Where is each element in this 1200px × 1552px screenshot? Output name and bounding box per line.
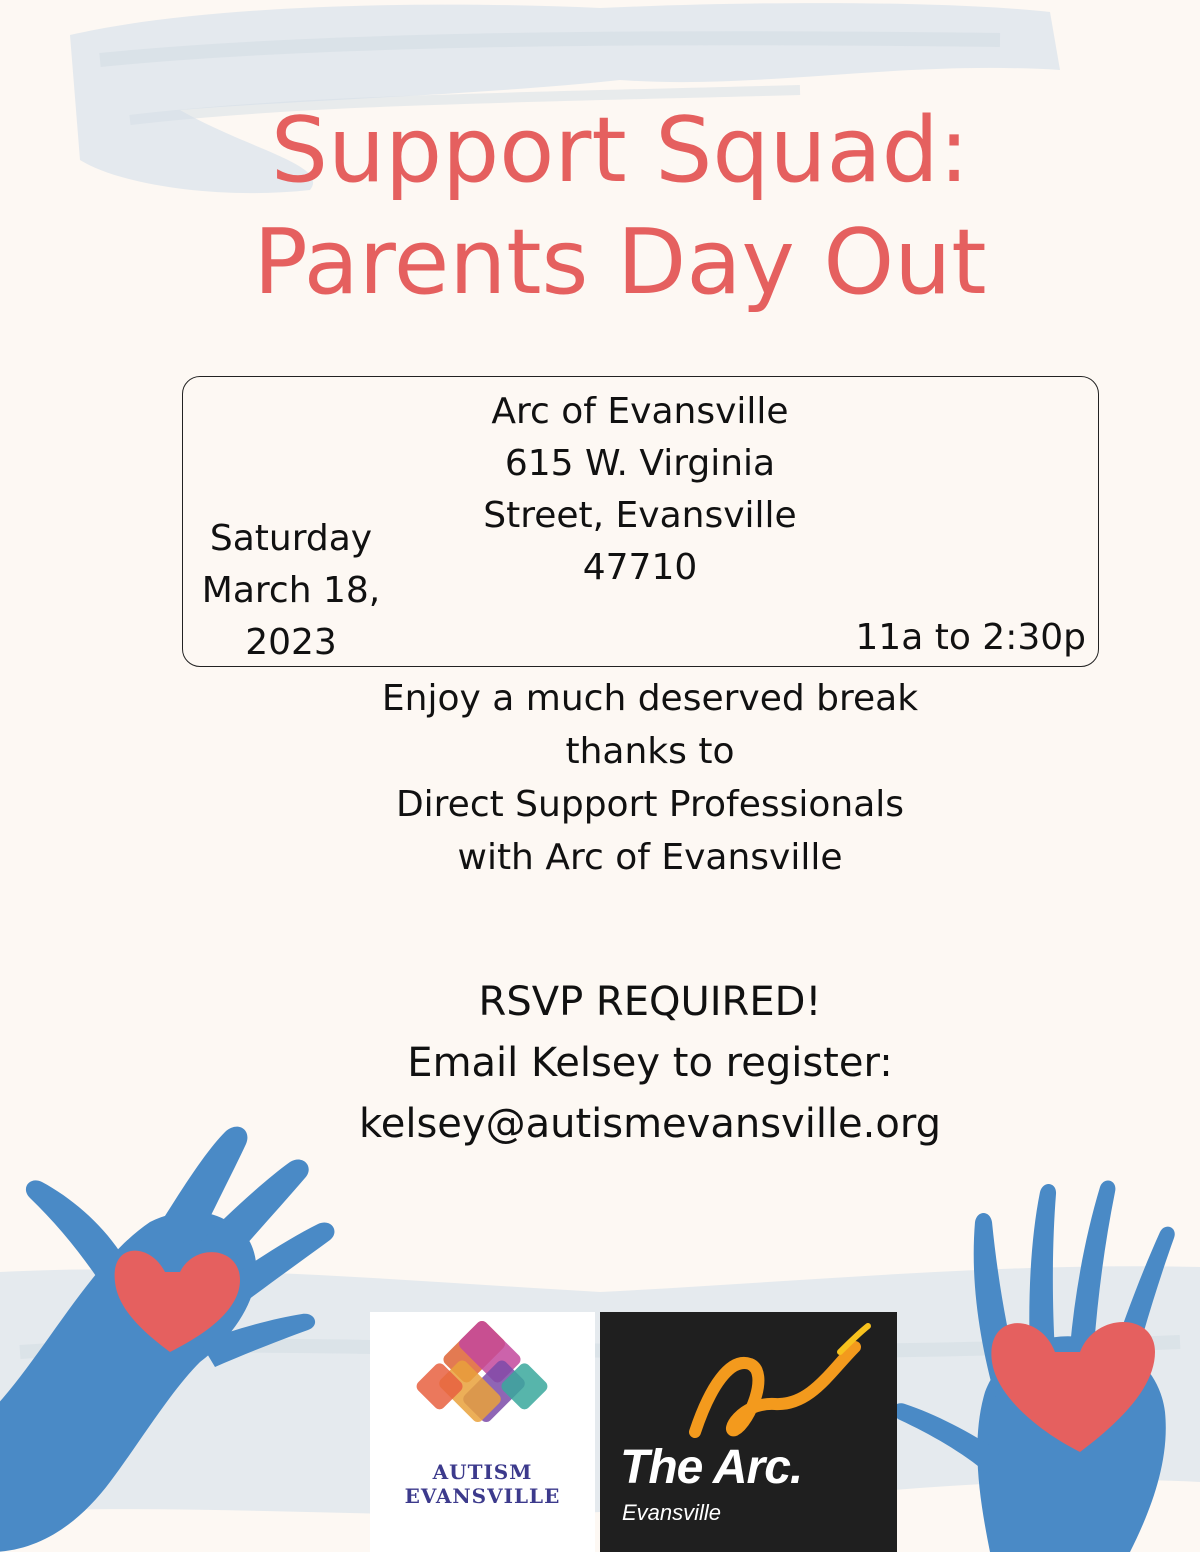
autism-heart-icon [370, 1312, 595, 1452]
event-title-line-1: Support Squad: [270, 98, 970, 203]
hand-heart-left-icon [0, 1112, 380, 1552]
description-line: Enjoy a much deserved break [381, 678, 919, 719]
address-line: Arc of Evansville [491, 391, 789, 432]
rsvp-heading: RSVP REQUIRED! [478, 979, 822, 1025]
event-title-line-2: Parents Day Out [253, 210, 987, 315]
arc-logo-location: Evansville [622, 1500, 722, 1525]
description-line: thanks to [565, 731, 735, 772]
address-line: Street, Evansville [483, 495, 797, 536]
rsvp-section [200, 972, 1100, 1155]
event-title [0, 95, 1200, 319]
address-line: 47710 [582, 547, 698, 588]
date-line: March 18, [201, 570, 381, 611]
event-date [186, 513, 396, 669]
the-arc-logo [600, 1312, 897, 1552]
autism-evansville-logo [370, 1312, 595, 1552]
description-line: Direct Support Professionals [395, 784, 905, 825]
arc-swoosh-icon [600, 1312, 897, 1452]
autism-logo-line-1: AUTISM [432, 1460, 533, 1484]
rsvp-email[interactable]: kelsey@autismevansville.org [359, 1101, 941, 1147]
event-address [430, 386, 850, 594]
autism-logo-line-2: EVANSVILLE [404, 1484, 561, 1508]
date-line: Saturday [209, 518, 373, 559]
autism-logo-text [370, 1460, 595, 1508]
event-description [250, 672, 1050, 884]
arc-logo-name: The Arc. [620, 1441, 803, 1494]
event-time: 11a to 2:30p [855, 617, 1086, 658]
hand-heart-right-icon [880, 1152, 1200, 1552]
date-line: 2023 [245, 622, 337, 663]
rsvp-instruction: Email Kelsey to register: [407, 1040, 893, 1086]
address-line: 615 W. Virginia [504, 443, 776, 484]
description-line: with Arc of Evansville [457, 837, 843, 878]
